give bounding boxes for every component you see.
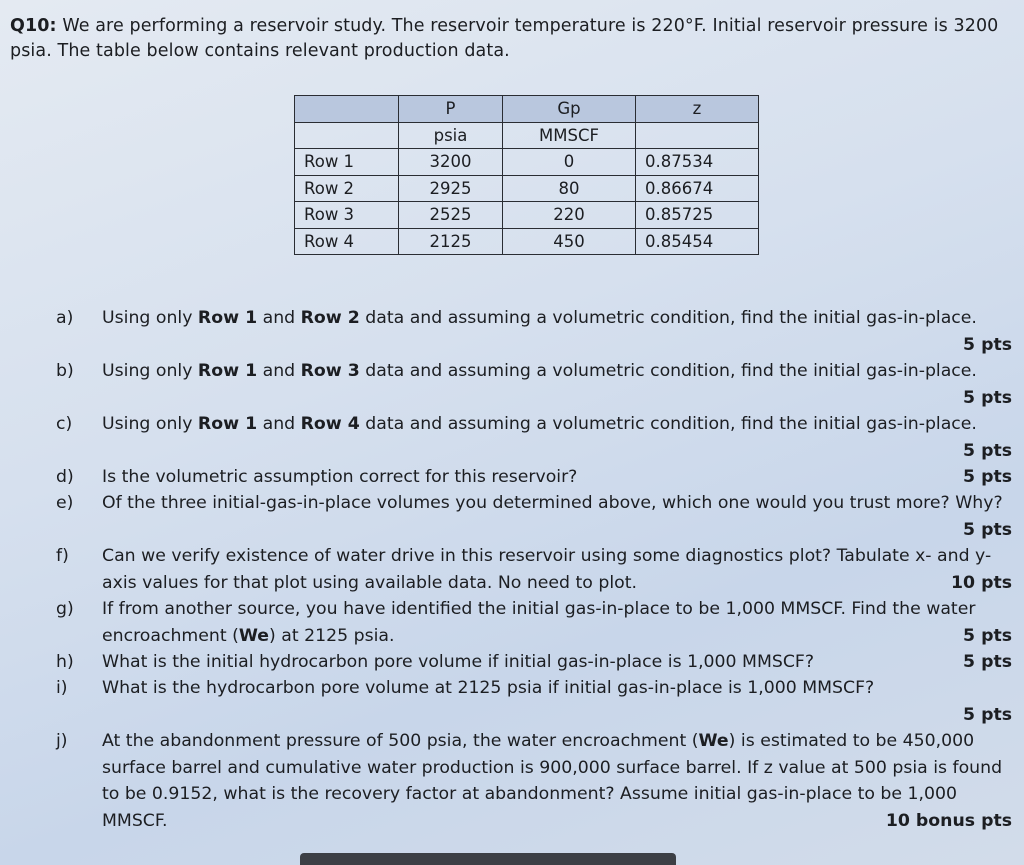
z-cell: 0.85454: [636, 228, 759, 255]
question-j: [56, 728, 1012, 834]
row-label-cell: Row 3: [295, 202, 399, 229]
points-label: 5 pts: [963, 652, 1012, 672]
gp-cell: 450: [503, 228, 636, 255]
table-header-cell: Gp: [503, 96, 636, 123]
gp-cell: 220: [503, 202, 636, 229]
question-label: c): [56, 414, 73, 434]
points-label: 5 pts: [963, 704, 1012, 725]
question-a: [56, 305, 1012, 358]
points-label: 5 pts: [963, 440, 1012, 461]
question-label: h): [56, 652, 74, 672]
question-number: Q10:: [10, 16, 57, 36]
question-g: [56, 596, 1012, 649]
z-cell: 0.85725: [636, 202, 759, 229]
question-h: [56, 649, 1012, 676]
question-text: Of the three initial-gas-in-place volumes you determined above, which one would you trust more? Why? 5 pts: [102, 490, 1012, 517]
question-e: [56, 490, 1012, 543]
points-label: 5 pts: [963, 519, 1012, 540]
row-label-cell: Row 2: [295, 175, 399, 202]
table-units-row: [295, 122, 759, 149]
table-header-cell: z: [636, 96, 759, 123]
table-row: [295, 175, 759, 202]
question-text: Can we verify existence of water drive in this reservoir using some diagnostics plot? Tabulate x- and y-axis values for that plot using available data. No need to plot. 10 pts: [102, 543, 1012, 596]
question-label: d): [56, 467, 74, 487]
question-intro-text: We are performing a reservoir study. The reservoir temperature is 220°F. Initial reservoir pressure is 3200 psia. The table below contains relevant production data.: [10, 16, 999, 61]
question-text: Using only Row 1 and Row 2 data and assuming a volumetric condition, find the initial gas-in-place. 5 pts: [102, 305, 1012, 332]
gp-cell: 0: [503, 149, 636, 176]
question-d: [56, 464, 1012, 491]
question-text: Is the volumetric assumption correct for this reservoir? 5 pts: [102, 464, 1012, 491]
question-text: What is the initial hydrocarbon pore volume if initial gas-in-place is 1,000 MMSCF? 5 pts: [102, 649, 1012, 676]
table-row: [295, 228, 759, 255]
question-i: [56, 675, 1012, 728]
question-text: Using only Row 1 and Row 3 data and assuming a volumetric condition, find the initial gas-in-place. 5 pts: [102, 358, 1012, 385]
table-header-cell: P: [399, 96, 503, 123]
question-b: [56, 358, 1012, 411]
gp-cell: 80: [503, 175, 636, 202]
z-cell: 0.87534: [636, 149, 759, 176]
question-f: [56, 543, 1012, 596]
question-label: j): [56, 731, 68, 751]
z-cell: 0.86674: [636, 175, 759, 202]
table-unit-cell: psia: [399, 122, 503, 149]
points-label: 10 pts: [951, 572, 1012, 593]
table-header-row: [295, 96, 759, 123]
table-row: [295, 202, 759, 229]
pressure-cell: 2525: [399, 202, 503, 229]
question-text: If from another source, you have identified the initial gas-in-place to be 1,000 MMSCF. Find the water encroachment (We) at 2125 psia. 5 pts: [102, 596, 1012, 649]
question-text: At the abandonment pressure of 500 psia, the water encroachment (We) is estimated to be 450,000 surface barrel and cumulative water production is 900,000 surface barrel. If z value at 500 psia is found to be 0.9152, what is the recovery factor at abandonment? Assume initial gas-in-place to be 1,000 MMSCF. 10 bonus pts: [102, 728, 1012, 834]
question-label: a): [56, 308, 74, 328]
table-unit-cell: [295, 122, 399, 149]
pressure-cell: 2925: [399, 175, 503, 202]
question-label: f): [56, 546, 69, 566]
row-label-cell: Row 4: [295, 228, 399, 255]
production-data-table: [294, 95, 759, 255]
question-label: g): [56, 599, 74, 619]
question-text: What is the hydrocarbon pore volume at 2125 psia if initial gas-in-place is 1,000 MMSCF? 5 pts: [102, 675, 1012, 728]
question-label: b): [56, 361, 74, 381]
table-row: [295, 149, 759, 176]
points-label: 10 bonus pts: [885, 810, 1012, 831]
points-label: 5 pts: [963, 625, 1012, 646]
pressure-cell: 2125: [399, 228, 503, 255]
table-unit-cell: [636, 122, 759, 149]
points-label: 5 pts: [963, 387, 1012, 408]
points-label: 5 pts: [963, 467, 1012, 487]
points-label: 5 pts: [963, 334, 1012, 355]
row-label-cell: Row 1: [295, 149, 399, 176]
bottom-toolbar-edge: [300, 853, 676, 865]
pressure-cell: 3200: [399, 149, 503, 176]
table-header-cell: [295, 96, 399, 123]
question-label: i): [56, 678, 68, 698]
table-unit-cell: MMSCF: [503, 122, 636, 149]
question-label: e): [56, 493, 74, 513]
question-intro: [10, 14, 1022, 64]
question-text: Using only Row 1 and Row 4 data and assuming a volumetric condition, find the initial gas-in-place. 5 pts: [102, 411, 1012, 438]
question-c: [56, 411, 1012, 464]
